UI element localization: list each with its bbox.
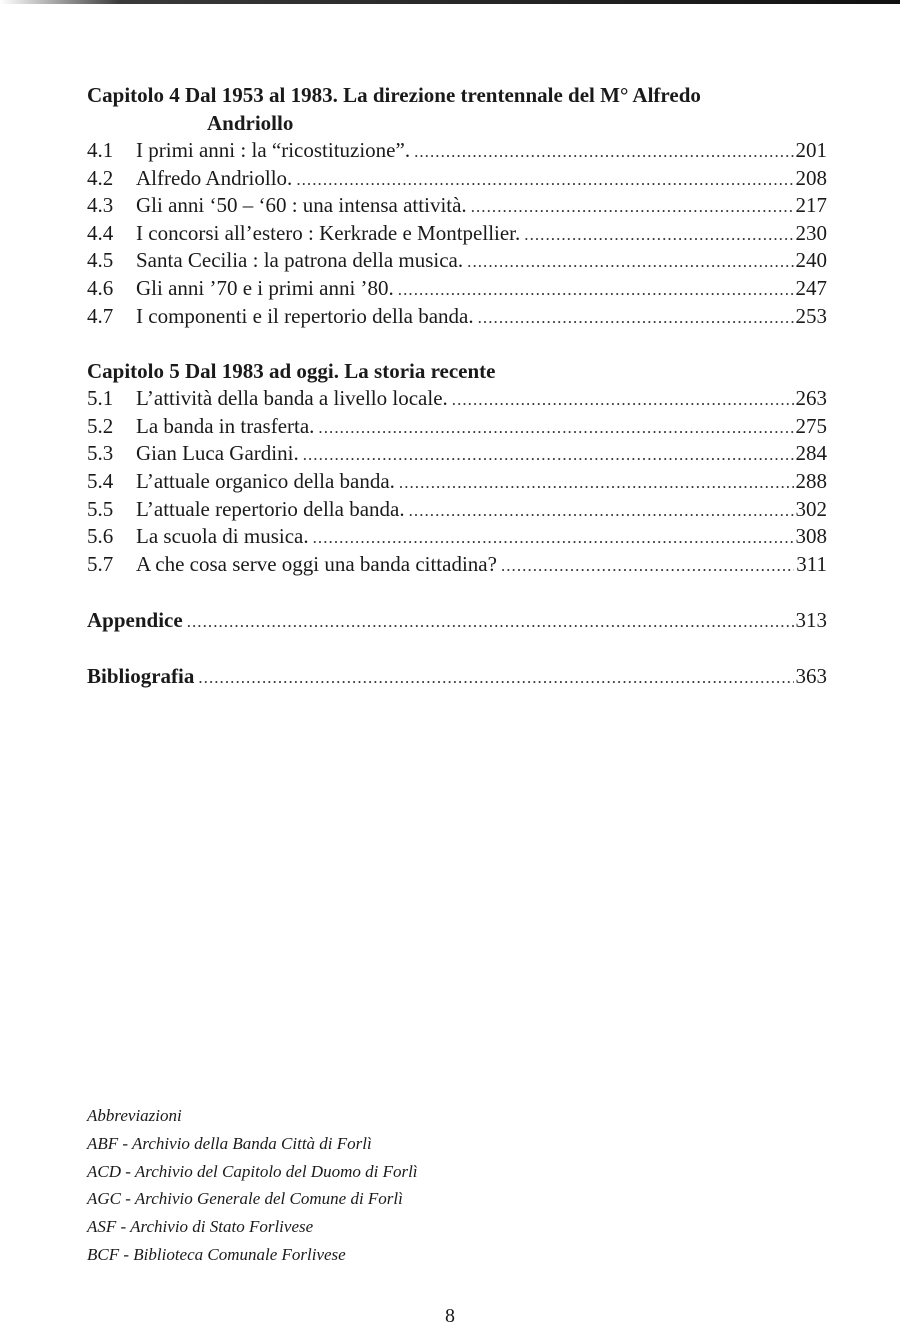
entry-title: Gli anni ‘50 – ‘60 : una intensa attività.: [136, 193, 467, 218]
abbreviation-item: [87, 1241, 418, 1269]
abbreviation-code: ABF: [87, 1133, 119, 1153]
toc-entry: [87, 523, 827, 551]
abbreviation-desc: - Biblioteca Comunale Forlivese: [123, 1244, 346, 1264]
toc-entry: [87, 551, 827, 579]
abbreviation-code: BCF: [87, 1244, 120, 1264]
entry-page: 201: [795, 138, 827, 162]
entry-page: 217: [795, 193, 827, 218]
dot-leader: [501, 552, 794, 580]
dot-leader: [398, 276, 794, 304]
entry-number: 5.3: [87, 441, 114, 466]
toc-entry: [87, 440, 827, 468]
bibliography-page: 363: [795, 663, 827, 688]
entry-number: 4.6: [87, 275, 114, 300]
entry-page: 208: [795, 165, 827, 190]
entry-page: 253: [795, 303, 827, 328]
abbreviation-desc: - Archivio Generale del Comune di Forlì: [125, 1189, 403, 1209]
abbreviations-block: [87, 1102, 418, 1269]
toc-entry: [87, 220, 827, 248]
abbreviation-code: ASF: [87, 1217, 117, 1237]
entry-number: 4.3: [87, 193, 114, 218]
entry-page: 302: [795, 496, 827, 521]
appendix-entry: [87, 606, 827, 634]
entry-page: 284: [795, 441, 827, 466]
dot-leader: [313, 524, 794, 552]
dot-leader: [524, 221, 793, 249]
entry-title: A che cosa serve oggi una banda cittadina?: [136, 551, 497, 576]
spacer: [87, 330, 827, 357]
abbreviation-item: [87, 1130, 418, 1158]
appendix-page: 313: [795, 608, 827, 633]
chapter-5-title: Capitolo 5 Dal 1983 ad oggi. La storia recente: [87, 359, 496, 384]
entry-page: 275: [795, 413, 827, 438]
dot-leader: [296, 166, 793, 194]
page-number: 8: [445, 1305, 455, 1327]
abbreviation-desc: - Archivio di Stato Forlivese: [120, 1217, 314, 1237]
toc-entry: [87, 275, 827, 303]
dot-leader: [409, 497, 794, 525]
entry-title: L’attuale repertorio della banda.: [136, 496, 405, 521]
entry-number: 4.7: [87, 303, 114, 328]
abbreviation-code: ACD: [87, 1161, 121, 1181]
chapter-4-title-line2: Andriollo: [207, 111, 294, 135]
chapter-4-title-line1: Capitolo 4 Dal 1953 al 1983. La direzione trentennale del M° Alfredo: [87, 83, 701, 107]
dot-leader: [478, 304, 794, 332]
dot-leader: [303, 441, 794, 469]
dot-leader: [318, 414, 793, 442]
entry-number: 5.7: [87, 551, 114, 576]
entry-page: 308: [795, 524, 827, 549]
entry-title: Santa Cecilia : la patrona della musica.: [136, 248, 464, 273]
entry-number: 5.4: [87, 468, 114, 493]
chapter-4-entries: [87, 137, 827, 330]
entry-title: I concorsi all’estero : Kerkrade e Montpellier.: [136, 220, 521, 245]
entry-page: 240: [795, 248, 827, 273]
dot-leader: [414, 138, 793, 166]
appendix-title: Appendice: [87, 608, 183, 633]
entry-page: 247: [795, 275, 827, 300]
toc-entry: [87, 247, 827, 275]
entry-title: Gian Luca Gardini.: [136, 441, 299, 466]
toc-entry: [87, 468, 827, 496]
scan-edge-line: [0, 0, 900, 4]
spacer: [87, 578, 827, 606]
table-of-contents: [87, 81, 827, 690]
entry-title: La scuola di musica.: [136, 524, 309, 549]
dot-leader: [399, 469, 794, 497]
dot-leader: [471, 193, 794, 221]
toc-entry: [87, 137, 827, 165]
dot-leader: [187, 608, 794, 636]
entry-page: 311: [796, 551, 827, 576]
entry-number: 5.5: [87, 496, 114, 521]
abbreviation-desc: - Archivio della Banda Città di Forlì: [122, 1133, 372, 1153]
entry-page: 230: [795, 220, 827, 245]
entry-number: 5.6: [87, 524, 114, 549]
bibliography-title: Bibliografia: [87, 663, 195, 688]
abbreviation-item: [87, 1158, 418, 1186]
abbreviation-code: AGC: [87, 1189, 121, 1209]
chapter-5-entries: [87, 385, 827, 578]
bibliography-entry: [87, 662, 827, 690]
toc-entry: [87, 413, 827, 441]
dot-leader: [467, 248, 793, 276]
abbreviation-item: [87, 1185, 418, 1213]
entry-number: 4.1: [87, 138, 114, 162]
entry-number: 4.2: [87, 165, 114, 190]
entry-title: L’attuale organico della banda.: [136, 468, 395, 493]
entry-title: L’attività della banda a livello locale.: [136, 386, 448, 411]
entry-page: 288: [795, 468, 827, 493]
entry-title: Alfredo Andriollo.: [136, 165, 293, 190]
toc-entry: [87, 303, 827, 331]
entry-number: 4.5: [87, 248, 114, 273]
entry-title: I componenti e il repertorio della banda.: [136, 303, 474, 328]
toc-entry: [87, 192, 827, 220]
entry-number: 5.1: [87, 386, 114, 411]
entry-title: La banda in trasferta.: [136, 413, 315, 438]
chapter-4-heading: [87, 81, 827, 137]
abbreviation-desc: - Archivio del Capitolo del Duomo di Forlì: [125, 1161, 418, 1181]
entry-title: I primi anni : la “ricostituzione”.: [136, 138, 411, 162]
toc-entry: [87, 496, 827, 524]
entry-number: 5.2: [87, 413, 114, 438]
chapter-5-heading: [87, 357, 827, 385]
abbreviations-heading: Abbreviazioni: [87, 1106, 182, 1125]
toc-entry: [87, 165, 827, 193]
entry-page: 263: [795, 386, 827, 411]
entry-title: Gli anni ’70 e i primi anni ’80.: [136, 275, 394, 300]
spacer: [87, 634, 827, 662]
dot-leader: [198, 664, 793, 692]
abbreviation-item: [87, 1213, 418, 1241]
toc-entry: [87, 385, 827, 413]
dot-leader: [452, 386, 794, 414]
entry-number: 4.4: [87, 220, 114, 245]
